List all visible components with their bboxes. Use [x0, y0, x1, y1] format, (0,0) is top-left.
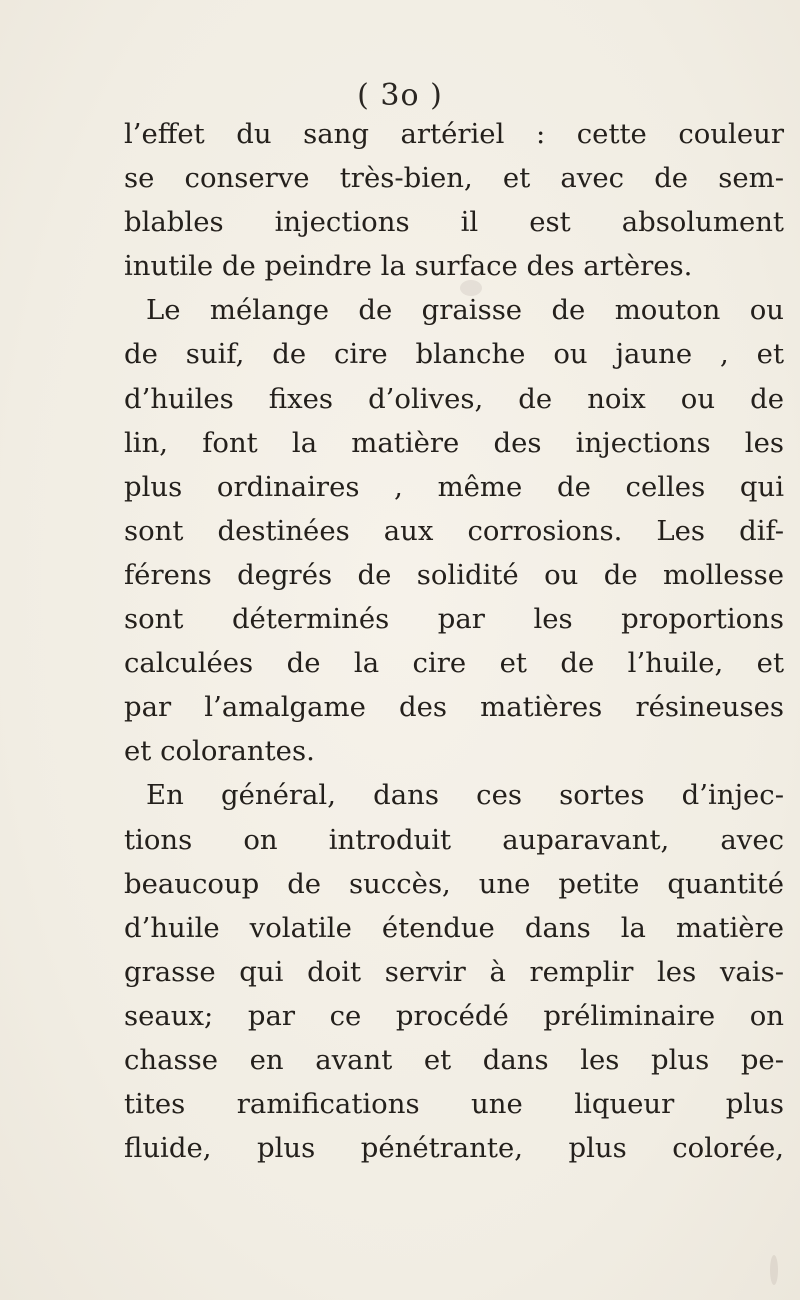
- text-line: se conserve très-bien, et avec de sem-: [124, 162, 784, 195]
- text-line: blables injections il est absolument: [124, 206, 784, 239]
- text-line: beaucoup de succès, une petite quantité: [124, 867, 784, 900]
- text-line: grasse qui doit servir à remplir les vais-: [124, 955, 784, 988]
- text-line: En général, dans ces sortes d’injec-: [146, 779, 784, 812]
- text-line: férens degrés de solidité ou de mollesse: [124, 558, 784, 591]
- text-line: lin, font la matière des injections les: [124, 426, 784, 459]
- paper-stain: [770, 1255, 778, 1285]
- text-line: l’effet du sang artériel : cette couleur: [124, 118, 784, 150]
- text-line: tions on introduit auparavant, avec: [124, 823, 784, 856]
- text-line: calculées de la cire et de l’huile, et: [124, 647, 784, 680]
- text-line: sont destinées aux corrosions. Les dif-: [124, 514, 784, 547]
- text-line: et colorantes.: [124, 735, 315, 768]
- text-line: inutile de peindre la surface des artères.: [124, 250, 693, 283]
- text-line: plus ordinaires , même de celles qui: [124, 470, 784, 503]
- text-line: seaux; par ce procédé préliminaire on: [124, 999, 784, 1032]
- page-number: ( 3o ): [357, 78, 443, 113]
- text-line: chasse en avant et dans les plus pe-: [124, 1043, 784, 1076]
- text-line: tites ramifications une liqueur plus: [124, 1088, 784, 1121]
- text-line: de suif, de cire blanche ou jaune , et: [124, 338, 784, 371]
- text-line: Le mélange de graisse de mouton ou: [146, 294, 784, 327]
- text-line: d’huiles fixes d’olives, de noix ou de: [124, 382, 784, 415]
- text-line: fluide, plus pénétrante, plus colorée,: [124, 1132, 784, 1165]
- body-text: [124, 112, 784, 1170]
- text-line: par l’amalgame des matières résineuses: [124, 691, 784, 724]
- text-line: sont déterminés par les proportions: [124, 603, 784, 636]
- text-line: d’huile volatile étendue dans la matière: [124, 911, 784, 944]
